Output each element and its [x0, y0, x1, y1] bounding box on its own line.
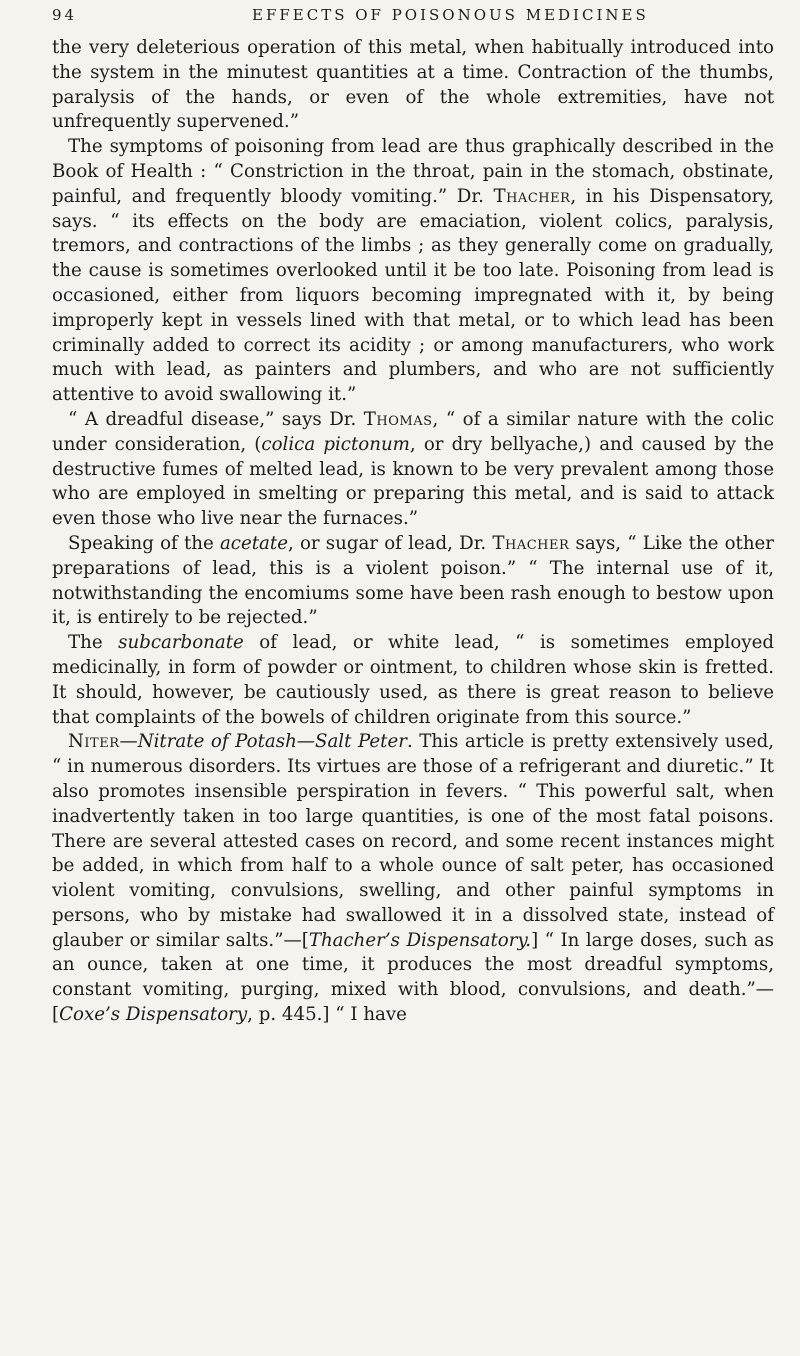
italic-text: Thacher’s Dispensatory.	[308, 929, 532, 951]
text-run: . This article is pretty extensively used, “ in numerous disorders. Its virtues are those of a refrigerant and diuretic.” It also promotes insensible perspiration in fevers. “ This powerful salt, when inadvertently taken in too large quantities, is one of the most fatal poisons. There are several attested cases on record, and some recent instances might be added, in which from half to a whole ounce of salt peter, has occasioned violent vomiting, convulsions, swelling, and other painful symptoms in persons, who by mistake had swallowed it in a dissolved state, instead of glauber or similar salts.”—[	[52, 731, 775, 951]
small-caps-name: Thomas	[363, 408, 433, 430]
small-caps-name: Thacher	[492, 532, 570, 554]
paragraph	[52, 730, 774, 1028]
paragraph	[52, 408, 774, 532]
text-run: , p. 445.] “ I have	[247, 1004, 407, 1026]
italic-text: Coxe’s Dispensatory	[59, 1004, 248, 1026]
text-run: The	[68, 632, 119, 654]
small-caps-name: Thacher	[493, 185, 571, 207]
text-run: , in his Dispensatory, says. “ its effects on the body are emaciation, violent colics, paralysis, tremors, and contractions of the limbs ; as they generally come on gradually, the cause is sometimes overlooked until it be too late. Poisoning from lead is occasioned, either from liquors becoming impregnated with it, by being improperly kept in vessels lined with that metal, or to which lead has been criminally added to correct its acidity ; or among manufacturers, who work much with lead, as painters and plumbers, and who are not sufficiently attentive to avoid swallowing it.”	[52, 185, 774, 406]
text-run: of lead, or white lead, “ is sometimes employed medicinally, in form of powder or ointment, to children whose skin is fretted. It should, however, be cautiously used, as there is great reason to believe that complaints of the bowels of children originate from this source.”	[52, 632, 775, 728]
text-run: —	[119, 731, 138, 753]
running-head	[52, 6, 774, 36]
running-title: EFFECTS OF POISONOUS MEDICINES	[252, 6, 649, 24]
text-run: The symptoms of poisoning from lead are thus graphically described in the Book of Health : “ Constriction in the throat, pain in the stomach, obstinate, painful, and frequently bloody vomiting.” Dr.	[52, 136, 774, 207]
text-run: the very deleterious operation of this metal, when habitually introduced into the system in the minutest quantities at a time. Contraction of the thumbs, paralysis of the hands, or even of the whole extremities, have not unfrequently supervened.”	[52, 37, 774, 133]
paragraph	[52, 36, 774, 135]
small-caps-name: Niter	[68, 731, 120, 753]
italic-text: colica pictonum	[261, 433, 410, 455]
italic-text: subcarbonate	[118, 632, 244, 654]
italic-text: Nitrate of Potash—Salt Peter	[137, 731, 407, 753]
text-run: ] “ In large doses, such as an ounce, taken at one time, it produces the most dreadful symptoms, constant vomiting, purging, mixed with blood, convulsions, and death.”—[	[52, 929, 775, 1026]
text-run: says, “ Like the other preparations of lead, this is a violent poison.” “ The internal use of it, notwithstanding the encomiums some have been rash enough to bestow upon it, is entirely to be rejected.”	[52, 532, 775, 629]
paragraph	[52, 135, 774, 408]
text-run: “ A dreadful disease,” says Dr.	[68, 408, 364, 430]
text-run: , “ of a similar nature with the colic under consideration, (	[52, 408, 775, 455]
page-number: 94	[52, 6, 78, 24]
body-text	[52, 36, 774, 1028]
text-run: , or sugar of lead, Dr.	[287, 532, 493, 554]
paragraph	[52, 631, 774, 730]
paragraph	[52, 532, 774, 631]
text-run: , or dry bellyache,) and caused by the destructive fumes of melted lead, is known to be very prevalent among those who are employed in smelting or preparing this metal, and is said to attack even those who live near the furnaces.”	[52, 433, 774, 530]
text-run: Speaking of the	[68, 532, 220, 554]
italic-text: acetate	[219, 532, 288, 554]
